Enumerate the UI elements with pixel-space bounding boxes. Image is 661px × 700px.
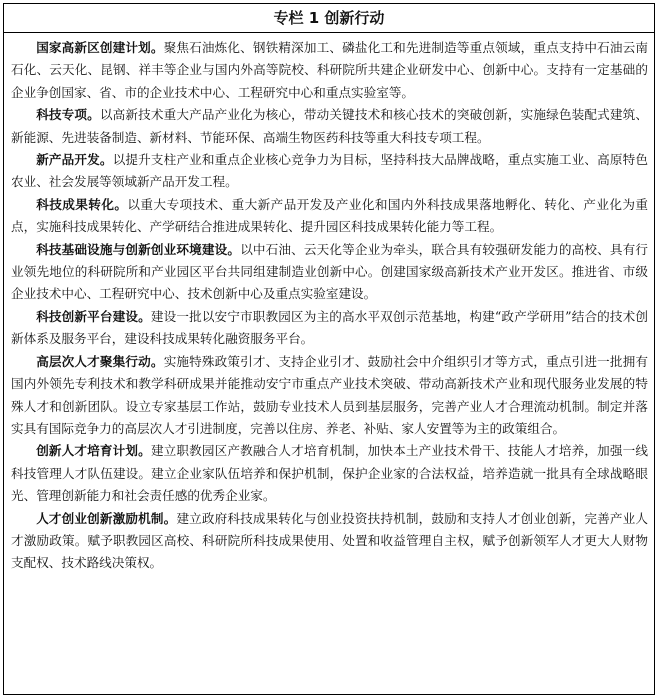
paragraph-term: 国家高新区创建计划。 <box>36 40 164 55</box>
paragraph-infrastructure <box>11 239 648 306</box>
box-title: 专栏 1 创新行动 <box>4 4 654 33</box>
paragraph-term: 科技成果转化。 <box>36 196 128 212</box>
innovation-action-box <box>3 3 655 695</box>
paragraph-term: 科技基础设施与创新创业环境建设。 <box>36 241 241 257</box>
paragraph-text: 以高新技术重大产品产业化为核心，带动关键技术和核心技术的突破创新，实施绿色装配式建筑、新能源、先进装备制造、新材料、节能环保、高端生物医药科技等重大科技专项工程。 <box>11 107 649 145</box>
paragraph-term: 创新人才培育计划。 <box>36 443 151 459</box>
paragraph-term: 科技创新平台建设。 <box>36 308 151 324</box>
paragraph-talent-gathering <box>11 351 648 441</box>
paragraph-term: 科技专项。 <box>36 107 100 123</box>
box-content <box>4 33 654 575</box>
paragraph-high-tech-zone <box>11 37 648 104</box>
paragraph-new-products <box>11 149 648 194</box>
paragraph-tech-transfer <box>11 194 648 239</box>
paragraph-text: 建立政府科技成果转化与创业投资扶持机制，鼓励和支持人才创业创新，完善产业人才激励政策。赋予职教园区高校、科研院所科技成果使用、处置和收益管理自主权，赋予创新领军人才更大人财物支配权、技术路线决策权。 <box>11 510 649 571</box>
paragraph-text: 聚焦石油炼化、钢铁精深加工、磷盐化工和先进制造等重点领域，重点支持中石油云南石化、云天化、昆钢、祥丰等企业与国内外高等院校、科研院所共建企业研发中心、创新中心。支持有一定基础的企业争创国家、省、市的企业技术中心、工程研究中心和重点实验室等。 <box>11 40 649 100</box>
paragraph-text: 以提升支柱产业和重点企业核心竞争力为目标，坚持科技大品牌战略，重点实施工业、高原特色农业、社会发展等领域新产品开发工程。 <box>11 152 649 190</box>
paragraph-term: 新产品开发。 <box>36 152 113 168</box>
paragraph-talent-training <box>11 440 648 507</box>
paragraph-term: 高层次人才聚集行动。 <box>36 353 164 369</box>
paragraph-text: 以中石油、云天化等企业为牵头，联合具有较强研发能力的高校、具有行业领先地位的科研院所和产业园区平台共同组建制造业创新中心。创建国家级高新技术产业开发区。推进省、市级企业技术中心、工程研究中心、技术创新中心及重点实验室建设。 <box>11 241 649 302</box>
paragraph-text: 建设一批以安宁市职教园区为主的高水平双创示范基地，构建“政产学研用”结合的技术创新体系及服务平台，建设科技成果转化融资服务平台。 <box>11 308 648 347</box>
paragraph-talent-incentives <box>11 508 648 575</box>
paragraph-text: 以重大专项技术、重大新产品开发及产业化和国内外科技成果落地孵化、转化、产业化为重点，实施科技成果转化、产学研结合推进成果转化、提升园区科技成果转化能力等工程。 <box>11 196 649 235</box>
paragraph-text: 实施特殊政策引才、支持企业引才、鼓励社会中介组织引才等方式，重点引进一批拥有国内外领先专利技术和教学科研成果并能推动安宁市重点产业技术突破、带动高新技术产业和现代服务业发展的特殊人才和创新团队。设立专家基层工作站，鼓励专业技术人员到基层服务，完善产业人才合理流动机制。制定并落实具有国际竞争力的高层次人才引进制度，完善以住房、养老、补贴、家人安置等为主的政策组合。 <box>11 353 649 436</box>
paragraph-term: 人才创业创新激励机制。 <box>36 510 177 526</box>
paragraph-tech-projects <box>11 104 648 149</box>
paragraph-innovation-platforms <box>11 306 648 351</box>
paragraph-text: 建立职教园区产教融合人才培育机制，加快本土产业技术骨干、技能人才培养，加强一线科技管理人才队伍建设。建立企业家队伍培养和保护机制，保护企业家的合法权益，培养造就一批具有全球战略眼光、管理创新能力和社会责任感的优秀企业家。 <box>11 443 649 504</box>
